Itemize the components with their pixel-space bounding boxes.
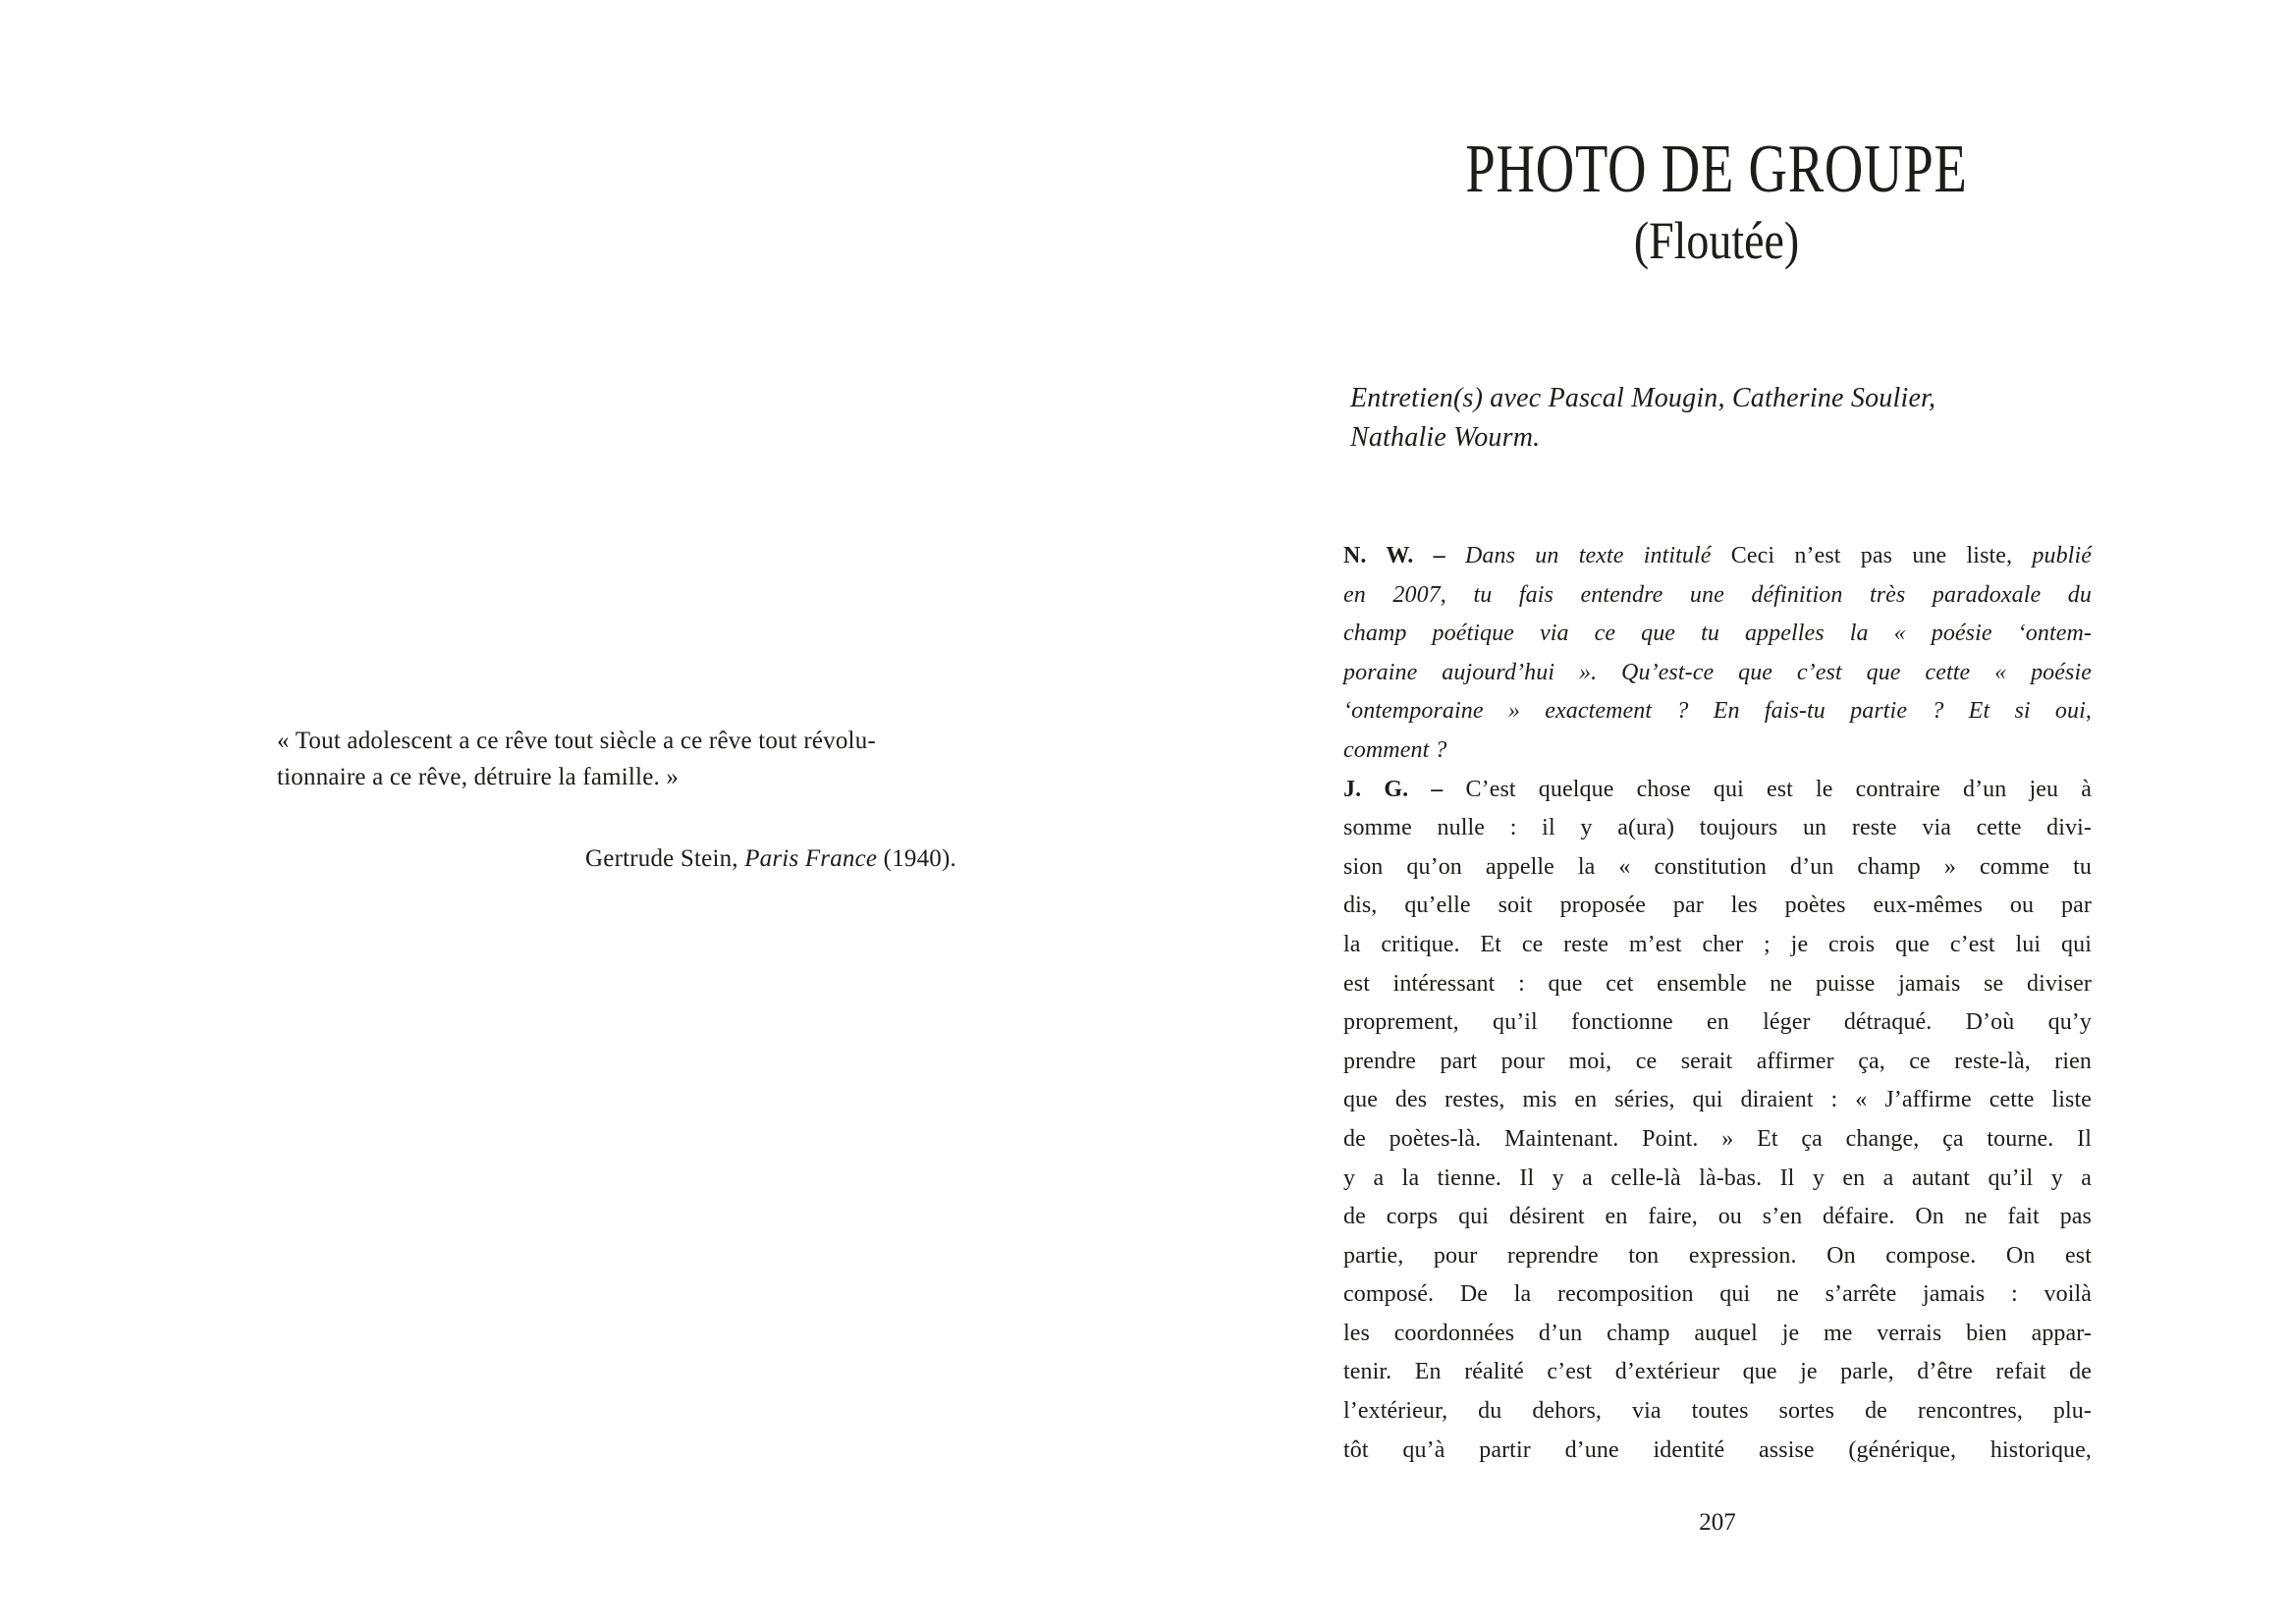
text-run: composé. De la recomposition qui ne s’arrête jamais : voilà: [1343, 1281, 2092, 1308]
text-run: Paris France: [744, 845, 878, 872]
text-run: de poètes-là. Maintenant. Point. » Et ça change, ça tourne. Il: [1343, 1125, 2092, 1152]
text-run: poraine aujourd’hui ». Qu’est-ce que c’est que cette « poésie: [1343, 659, 2092, 685]
text-run: C’est quelque chose qui est le contraire d’un jeu à: [1465, 776, 2092, 802]
dialogue-line: [1343, 809, 2092, 848]
dialogue-line: [1343, 1120, 2092, 1160]
text-run: est intéressant : que cet ensemble ne puisse jamais se diviser: [1343, 970, 2092, 997]
left-page: [0, 0, 1144, 1624]
dialogue-line: [1343, 537, 2092, 576]
text-run: partie, pour reprendre ton expression. On compose. On est: [1343, 1242, 2092, 1269]
text-run: tenir. En réalité c’est d’extérieur que je parle, d’être refait de: [1343, 1359, 2092, 1385]
text-run: champ poétique via ce que tu appelles la « poésie ‘ontem-: [1343, 621, 2092, 647]
dialogue-line: [1343, 1432, 2092, 1471]
text-run: la critique. Et ce reste m’est cher ; je crois que c’est lui qui: [1343, 931, 2092, 957]
dialogue-line: [1343, 1353, 2092, 1392]
dialogue-line: [1343, 692, 2092, 731]
text-run: Ceci n’est pas une liste,: [1730, 543, 2013, 568]
text-run: de corps qui désirent en faire, ou s’en défaire. On ne fait pas: [1343, 1204, 2092, 1230]
epigraph: [277, 723, 956, 877]
dialogue-line: [1343, 926, 2092, 965]
text-run: tôt qu’à partir d’une identité assise (générique, historique,: [1343, 1436, 2092, 1463]
dialogue: [1343, 537, 2092, 1470]
text-run: prendre part pour moi, ce serait affirmer ça, ce reste-là, rien: [1343, 1048, 2092, 1074]
epigraph-quote-line: « Tout adolescent a ce rêve tout siècle a ce rêve tout révolu-: [277, 728, 876, 754]
text-run: Gertrude Stein,: [585, 845, 745, 872]
text-run: que des restes, mis en séries, qui diraient : « J’affirme cette liste: [1343, 1087, 2092, 1113]
intro-line: Entretien(s) avec Pascal Mougin, Catherine Soulier,: [1350, 383, 1936, 413]
text-run: comment ?: [1343, 736, 1447, 763]
dialogue-line: [1343, 1198, 2092, 1237]
text-run: J. G. –: [1343, 776, 1466, 802]
dialogue-line: [1343, 654, 2092, 693]
dialogue-line: [1343, 887, 2092, 926]
dialogue-line: [1343, 1160, 2092, 1199]
dialogue-line: [1343, 615, 2092, 654]
dialogue-line: [1343, 848, 2092, 888]
text-run: proprement, qu’il fonctionne en léger détraqué. D’où qu’y: [1343, 1009, 2092, 1036]
dialogue-line: [1343, 1081, 2092, 1120]
text-run: somme nulle : il y a(ura) toujours un reste via cette divi-: [1343, 815, 2092, 841]
text-run: dis, qu’elle soit proposée par les poètes eux-mêmes ou par: [1343, 893, 2092, 919]
dialogue-line: [1343, 1237, 2092, 1276]
dialogue-line: [1343, 1392, 2092, 1432]
dialogue-line: [1343, 1315, 2092, 1354]
text-run: N. W. –: [1343, 543, 1465, 568]
text-run: sion qu’on appelle la « constitution d’un champ » comme tu: [1343, 853, 2092, 880]
text-run: publié: [2012, 543, 2092, 568]
interviewers-intro: [1350, 379, 2098, 458]
dialogue-line: [1343, 1043, 2092, 1082]
text-run: l’extérieur, du dehors, via toutes sortes de rencontres, plu-: [1343, 1398, 2092, 1425]
text-run: ‘ontemporaine » exactement ? En fais-tu partie ? Et si oui,: [1343, 698, 2092, 725]
text-run: en 2007, tu fais entendre une définition très paradoxale du: [1343, 581, 2092, 608]
text-run: y a la tienne. Il y a celle-là là-bas. Il y en a autant qu’il y a: [1343, 1164, 2092, 1191]
dialogue-line: [1343, 576, 2092, 616]
right-page: [1144, 0, 2289, 1624]
intro-line: Nathalie Wourm.: [1350, 422, 1541, 453]
text-run: (1940).: [877, 845, 956, 872]
text-run: les coordonnées d’un champ auquel je me verrais bien appar-: [1343, 1320, 2092, 1346]
dialogue-line: [1343, 965, 2092, 1004]
dialogue-line: [1343, 1275, 2092, 1315]
chapter-title: PHOTO DE GROUPE: [1465, 132, 1968, 207]
chapter-subtitle: (Floutée): [1633, 211, 1800, 270]
dialogue-line: [1343, 1003, 2092, 1043]
dialogue-line: [1343, 731, 2092, 771]
epigraph-quote-line: tionnaire a ce rêve, détruire la famille. »: [277, 764, 680, 790]
page-number: 207: [1699, 1509, 1736, 1536]
text-run: Dans un texte intitulé: [1464, 543, 1731, 568]
dialogue-line: [1343, 771, 2092, 810]
epigraph-attribution: [277, 840, 956, 877]
